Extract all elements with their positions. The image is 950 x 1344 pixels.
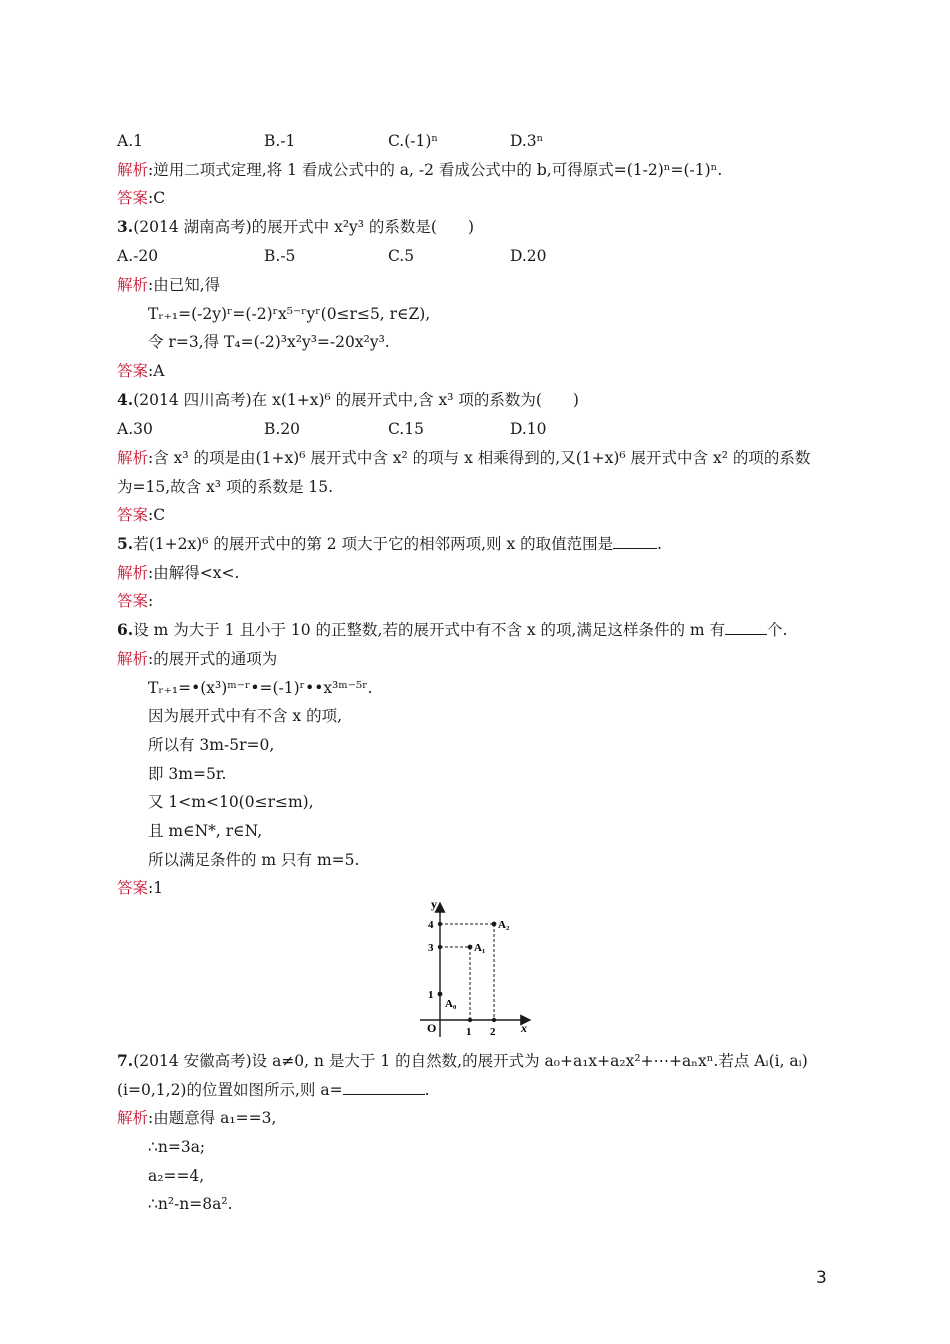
solution-step: 所以满足条件的 m 只有 m=5. [148, 851, 360, 869]
option-d: D.10 [510, 420, 547, 438]
point-label: A₀ [445, 998, 457, 1010]
q5-analysis [117, 563, 239, 583]
y-tick-label: 3 [428, 942, 434, 954]
answer-blank [613, 534, 657, 549]
x-axis-label: x [521, 1021, 527, 1035]
question-text-end: . [424, 1081, 430, 1099]
q6-stem [117, 620, 787, 640]
q5-answer [117, 591, 153, 611]
q7-analysis [117, 1108, 276, 1128]
question-text: (2014 湖南高考)的展开式中 x²y³ 的系数是( ) [133, 218, 475, 236]
origin-label: O [427, 1021, 437, 1035]
option-d: D.3ⁿ [510, 132, 544, 150]
answer-text: :C [148, 506, 166, 524]
question-number: 4. [117, 390, 134, 409]
question-text: (2014 四川高考)在 x(1+x)⁶ 的展开式中,含 x³ 项的系数为( ) [133, 391, 579, 409]
question-text: 设 m 为大于 1 且小于 10 的正整数,若的展开式中有不含 x 的项,满足这样条件的 m 有 [133, 621, 726, 639]
option-c: C.15 [388, 420, 424, 438]
option-d: D.20 [510, 247, 547, 265]
analysis-text: :由已知,得 [148, 276, 221, 294]
q4-answer [117, 505, 165, 525]
y-tick-label: 1 [428, 989, 434, 1001]
question-text: (2014 安徽高考)设 a≠0, n 是大于 1 的自然数,的展开式为 a₀+a₁x+a₂x²+⋯+aₙxⁿ.若点 Aᵢ(i, aᵢ) [133, 1052, 808, 1070]
analysis-label: 解析 [117, 276, 149, 294]
question-number: 6. [117, 620, 134, 639]
question-number: 7. [117, 1051, 134, 1070]
solution-step: Tᵣ₊₁=(-2y)ʳ=(-2)ʳx⁵⁻ʳyʳ(0≤r≤5, r∈Z), [148, 305, 431, 323]
point-label: A₂ [498, 919, 510, 931]
coordinate-figure [415, 895, 540, 1040]
question-text: (i=0,1,2)的位置如图所示,则 a= [117, 1081, 343, 1099]
solution-step: 即 3m=5r. [148, 765, 227, 783]
answer-label: 答案 [117, 879, 149, 897]
answer-label: 答案 [117, 362, 149, 380]
q2-analysis [117, 160, 722, 180]
option-b: B.-5 [264, 247, 296, 265]
point-a2 [492, 922, 497, 927]
y-tick-label: 4 [428, 919, 434, 931]
q2-answer [117, 188, 165, 208]
answer-label: 答案 [117, 592, 149, 610]
analysis-text: :由题意得 a₁==3, [148, 1109, 277, 1127]
q4-analysis [117, 448, 810, 468]
analysis-label: 解析 [117, 564, 149, 582]
option-a: A.-20 [117, 247, 159, 265]
answer-label: 答案 [117, 189, 149, 207]
solution-step: a₂==4, [148, 1167, 205, 1185]
q7-stem-cont [117, 1080, 430, 1100]
question-text-end: . [657, 535, 663, 553]
analysis-label: 解析 [117, 650, 149, 668]
point-label: A₁ [474, 942, 486, 954]
answer-text: :1 [148, 879, 164, 897]
analysis-text: :含 x³ 的项是由(1+x)⁶ 展开式中含 x² 的项与 x 相乘得到的,又(1+x)⁶ 展开式中含 x² 的项的系数 [148, 449, 811, 467]
q3-analysis [117, 275, 220, 295]
question-number: 5. [117, 534, 134, 553]
q3-answer [117, 361, 164, 381]
y-axis-label: y [431, 897, 437, 911]
analysis-text: :由解得<x<. [148, 564, 240, 582]
answer-text: : [148, 592, 154, 610]
solution-step: ∴n=3a; [148, 1138, 206, 1156]
analysis-text: :逆用二项式定理,将 1 看成公式中的 a, -2 看成公式中的 b,可得原式=(1-2)ⁿ=(-1)ⁿ. [148, 161, 723, 179]
answer-text: :C [148, 189, 166, 207]
analysis-label: 解析 [117, 1109, 149, 1127]
question-text-end: 个. [767, 621, 788, 639]
x-tick-label: 2 [490, 1026, 496, 1038]
x-tick-label: 1 [466, 1026, 472, 1038]
analysis-label: 解析 [117, 449, 149, 467]
point-a1 [468, 945, 473, 950]
solution-step: 所以有 3m-5r=0, [148, 736, 275, 754]
question-text: 若(1+2x)⁶ 的展开式中的第 2 项大于它的相邻两项,则 x 的取值范围是 [133, 535, 614, 553]
solution-step: 因为展开式中有不含 x 的项, [148, 707, 343, 725]
solution-step: ∴n²-n=8a². [148, 1195, 233, 1213]
q7-stem [117, 1051, 808, 1071]
option-b: B.-1 [264, 132, 296, 150]
q3-stem [117, 217, 474, 237]
option-a: A.30 [117, 420, 153, 438]
answer-text: :A [148, 362, 165, 380]
point-a0 [438, 992, 443, 997]
solution-step: 令 r=3,得 T₄=(-2)³x²y³=-20x²y³. [148, 333, 390, 351]
analysis-label: 解析 [117, 161, 149, 179]
q5-stem [117, 534, 662, 554]
option-b: B.20 [264, 420, 301, 438]
q4-stem [117, 390, 579, 410]
option-a: A.1 [117, 132, 143, 150]
option-c: C.(-1)ⁿ [388, 132, 439, 150]
analysis-text: :的展开式的通项为 [148, 650, 278, 668]
option-c: C.5 [388, 247, 415, 265]
answer-blank [725, 620, 767, 635]
question-number: 3. [117, 217, 134, 236]
answer-blank [343, 1080, 425, 1095]
q4-analysis-cont: 为=15,故含 x³ 项的系数是 15. [117, 478, 334, 496]
answer-label: 答案 [117, 506, 149, 524]
q6-answer [117, 878, 163, 898]
q6-analysis [117, 649, 277, 669]
page-number: 3 [816, 1268, 827, 1288]
solution-step: Tᵣ₊₁=•(x³)ᵐ⁻ʳ•=(-1)ʳ••x³ᵐ⁻⁵ʳ. [148, 679, 373, 697]
solution-step: 又 1<m<10(0≤r≤m), [148, 793, 314, 811]
solution-step: 且 m∈N*, r∈N, [148, 822, 263, 840]
